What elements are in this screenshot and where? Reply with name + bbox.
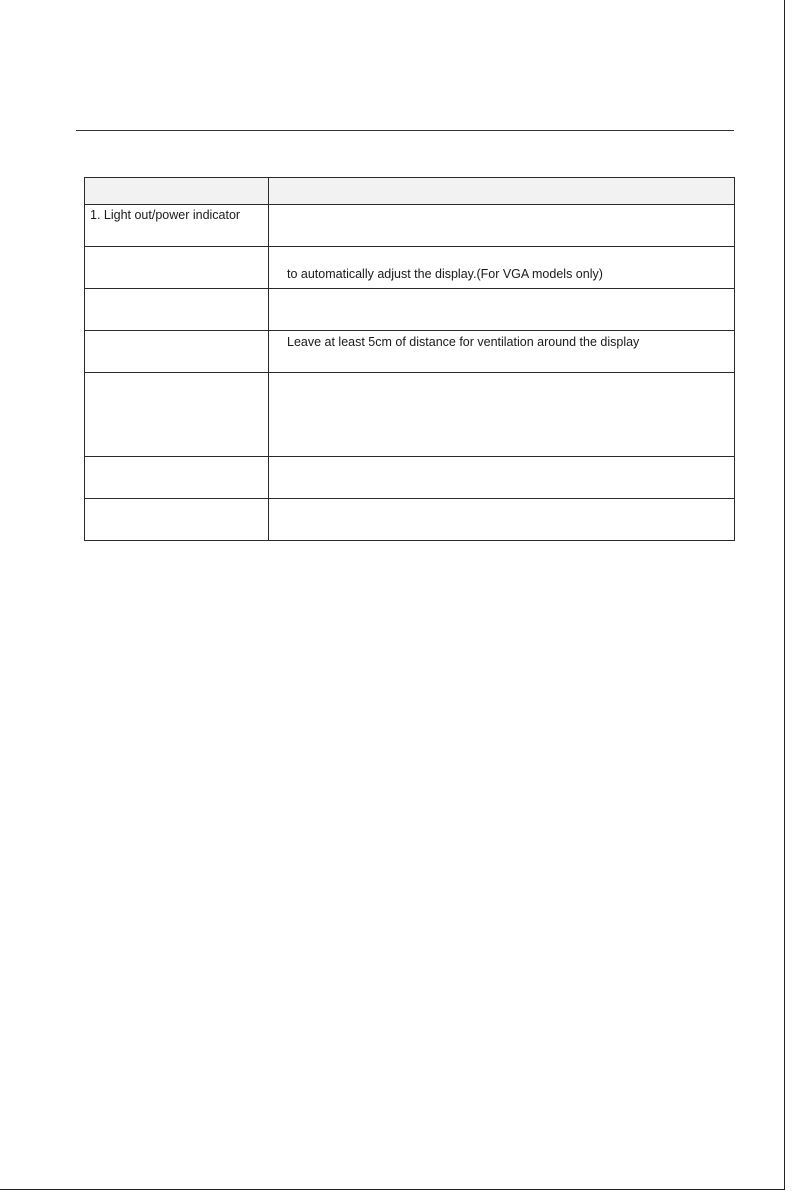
solution-text (269, 457, 734, 461)
solution-text (269, 373, 734, 377)
problem-cell (85, 499, 269, 541)
table-row (85, 205, 735, 247)
solution-cell (269, 457, 735, 499)
problem-text: 1. Light out/power indicator (90, 208, 241, 222)
table-row (85, 457, 735, 499)
problem-text (85, 331, 268, 334)
solution-cell (269, 331, 735, 373)
table-row (85, 331, 735, 373)
solution-text (269, 205, 734, 209)
solution-cell (269, 289, 735, 331)
table-row (85, 289, 735, 331)
table-row (85, 373, 735, 457)
problem-cell (85, 331, 269, 373)
header-solution (269, 178, 735, 205)
problem-cell (85, 205, 269, 247)
problem-text (85, 247, 268, 250)
solution-cell (269, 373, 735, 457)
problem-cell (85, 247, 269, 289)
solution-cell (269, 499, 735, 541)
problem-cell (85, 373, 269, 457)
solution-cell (269, 205, 735, 247)
problem-cell (85, 289, 269, 331)
table-row (85, 499, 735, 541)
problem-cell (85, 457, 269, 499)
solution-text: to automatically adjust the display.(For VGA models only) (287, 267, 603, 281)
header-rule (76, 130, 734, 131)
solution-text: Leave at least 5cm of distance for ventilation around the display (287, 335, 640, 349)
problem-text (85, 289, 268, 292)
problem-text (85, 373, 268, 376)
solution-cell (269, 247, 735, 289)
solution-text (269, 289, 734, 293)
header-problem (85, 178, 269, 205)
table-row (85, 247, 735, 289)
problem-text (85, 499, 268, 502)
troubleshooting-table (84, 177, 735, 541)
table-header-row (85, 178, 735, 205)
problem-text (85, 457, 268, 460)
solution-text (269, 499, 734, 503)
